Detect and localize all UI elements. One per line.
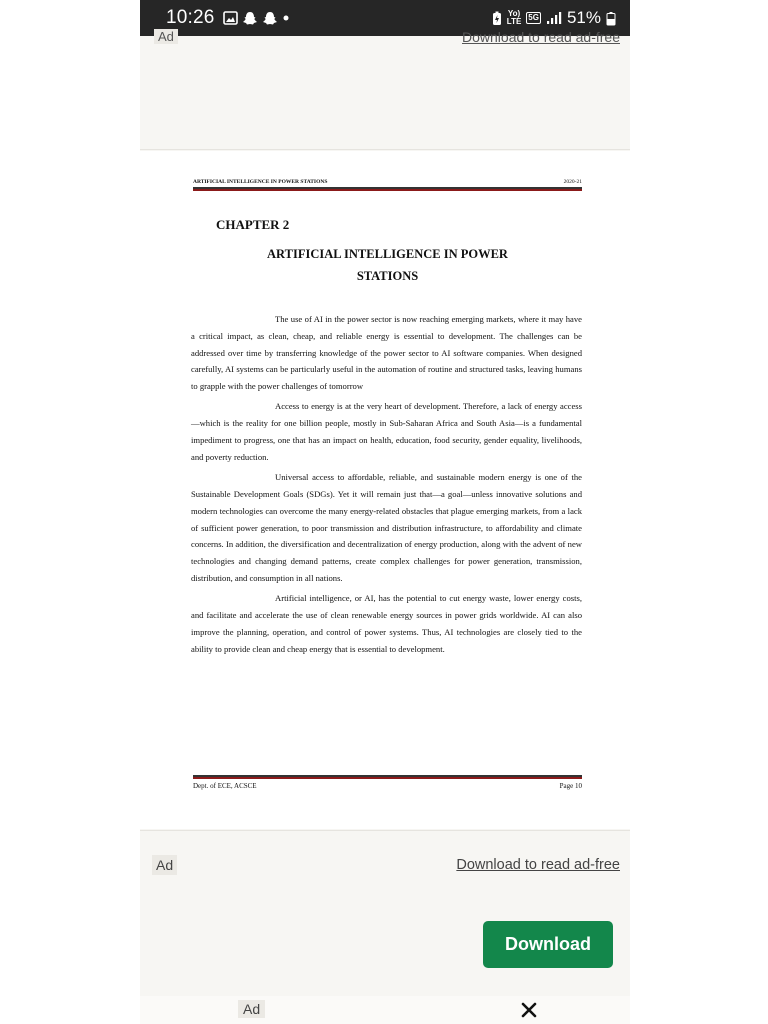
document-page <box>140 151 630 829</box>
download-button[interactable]: Download <box>483 921 613 968</box>
5g-icon: 5G <box>528 13 539 22</box>
gallery-icon <box>223 11 238 25</box>
snapchat-icon <box>242 11 258 26</box>
close-icon <box>521 1002 537 1018</box>
document-header <box>193 179 582 185</box>
notification-icons <box>223 11 290 26</box>
chapter-number: CHAPTER 2 <box>216 217 290 232</box>
document-body <box>191 311 582 661</box>
paragraph: Universal access to affordable, reliable, and sustainable modern energy is one of the Sustainable Development Goals (SDGs). Yet it will remain just that—a goal—unless innovative solutions and modern technologies can overcome the many energy-related obstacles that plague emerging markets, from a lack of sufficient power generation, to poor transmission and distribution infrastructure, to affordability and climate concerns. In addition, the diversification and decentralization of energy production, along with the advent of new technologies and changing demand patterns, create complex challenges for power generation, transmission, distribution, and consumption in all nations. <box>191 472 582 583</box>
snapchat-icon <box>262 11 278 26</box>
ad-badge: Ad <box>154 29 178 44</box>
download-ad-free-link[interactable]: Download to read ad-free <box>462 29 620 45</box>
phone-screen <box>140 0 630 1024</box>
header-year: 2020-21 <box>563 179 582 185</box>
top-ad-area <box>140 29 630 150</box>
header-rule-red <box>193 189 582 191</box>
battery-percentage: 51% <box>566 8 601 27</box>
ad-badge: Ad <box>238 1000 265 1018</box>
footer-page-number: Page 10 <box>559 782 582 790</box>
paragraph: Artificial intelligence, or AI, has the potential to cut energy waste, lower energy costs, and facilitate and accelerate the use of clean renewable energy sources in power grids worldwide. AI can also improve the planning, operation, and control of power systems. Thus, AI technologies are closely tied to the ability to provide clean and cheap energy that is essential to development. <box>191 593 582 654</box>
status-right-icons <box>492 8 616 28</box>
more-notifications-dot-icon <box>282 14 290 22</box>
battery-saver-icon <box>492 11 502 26</box>
paragraph: Access to energy is at the very heart of development. Therefore, a lack of energy access—which is the reality for one billion people, mostly in Sub-Saharan Africa and South Asia—is a fundamental impediment to progress, one that has an impact on health, education, food security, gender equality, livelihoods, and poverty reduction. <box>191 401 582 462</box>
footer-department: Dept. of ECE, ACSCE <box>193 782 257 790</box>
ad-badge: Ad <box>152 855 177 875</box>
footer-rule-red <box>193 777 582 779</box>
sticky-ad-banner <box>140 996 630 1024</box>
battery-icon <box>606 11 616 26</box>
signal-icon <box>546 11 562 25</box>
close-ad-button[interactable] <box>518 999 540 1021</box>
bottom-ad-area <box>140 830 630 996</box>
header-title: ARTIFICIAL INTELLIGENCE IN POWER STATIONS <box>193 179 328 185</box>
download-ad-free-link[interactable]: Download to read ad-free <box>456 857 620 873</box>
status-time: 10:26 <box>166 7 215 28</box>
volte-icon: Yo) LTE <box>506 9 522 26</box>
paragraph: The use of AI in the power sector is now reaching emerging markets, where it may have a critical impact, as clean, cheap, and reliable energy is essential to development. The challenges can be addressed over time by transferring knowledge of the power sector to AI software companies. When designed carefully, AI systems can be particularly useful in the automation of routine and structured tasks, leaving humans to grapple with the power challenges of tomorrow <box>191 314 582 392</box>
chapter-title: ARTIFICIAL INTELLIGENCE IN POWER STATIONS <box>267 247 508 283</box>
